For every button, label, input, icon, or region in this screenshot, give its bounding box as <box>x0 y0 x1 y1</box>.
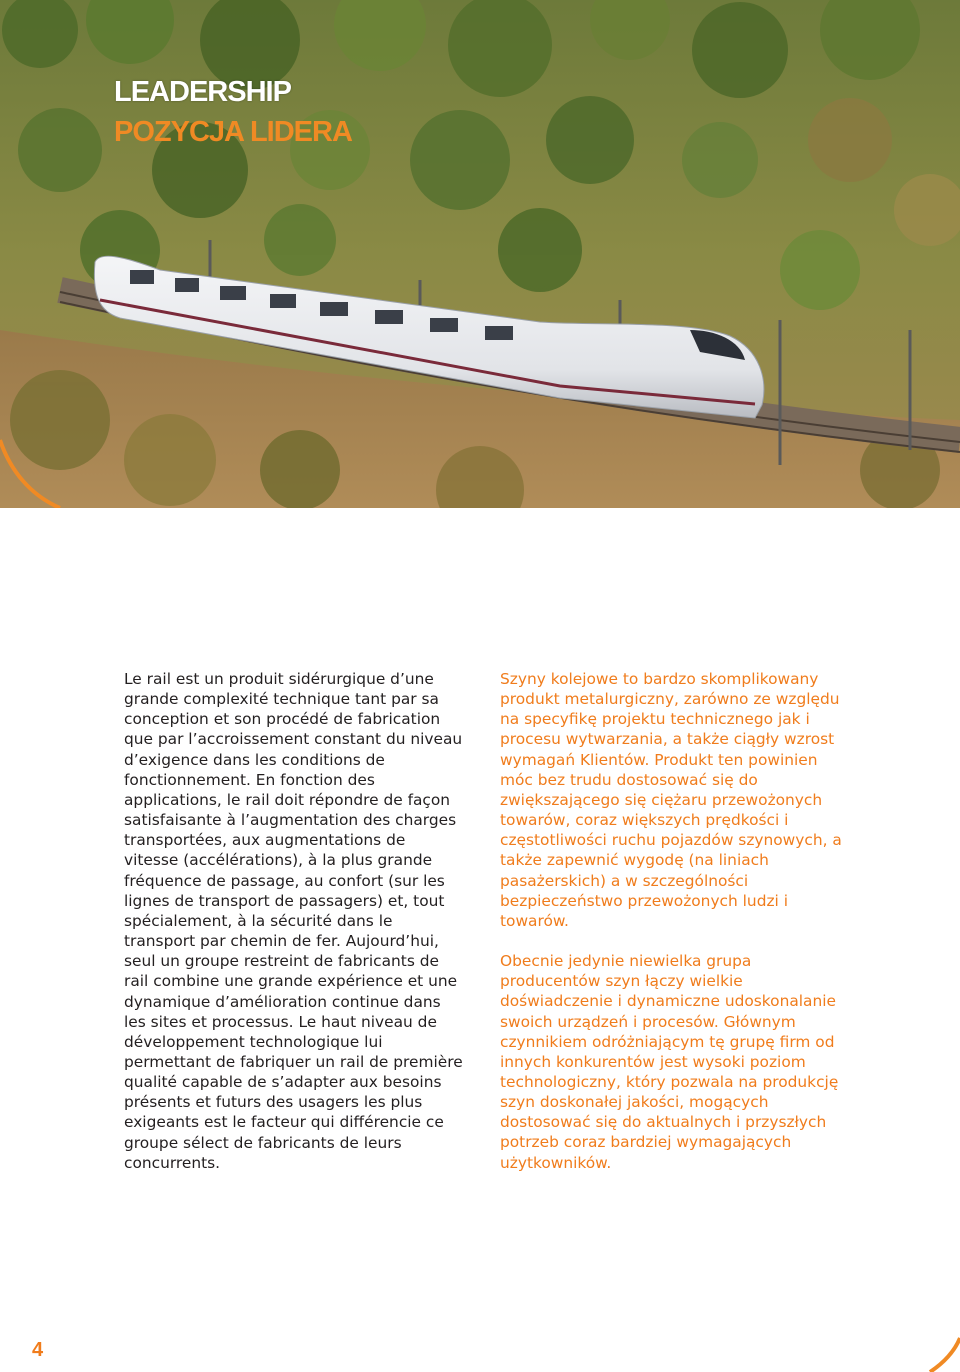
french-paragraph: Le rail est un produit sidérurgique d’une grande complexité technique tant par sa conception et son procédé de fabrication que par l’accroissement constant du niveau d’exigence dans les conditions de fonctionnement. En fonction des applications, le rail doit répondre de façon satisfaisante à l’augmentation des charges transportées, aux augmentations de vitesse (accélérations), à la plus grande fréquence de passage, au confort (sur les lignes de transport de passagers) et, tout spécialement, à la sécurité dans le transport par chemin de fer. Aujourd’hui, seul un groupe restreint de fabricants de rail combine une grande expérience et une dynamique d’amélioration continue dans les sites et processus. Le haut niveau de développement technologique lui permettant de fabriquer un rail de première qualité capable de s’adapter aux besoins présents et futurs des usagers les plus exigeants est le facteur qui différencie ce groupe sélect de fabricants de leurs concurrents. <box>124 670 463 1172</box>
polish-paragraph-1: Szyny kolejowe to bardzo skomplikowany produkt metalurgiczny, zarówno ze względu na specyfikę projektu technicznego jak i procesu wytwarzania, a także ciągły wzrost wymagań Klientów. Produkt ten powinien móc bez trudu dostosować się do zwiększającego się ciężaru przewożonych towarów, coraz większych prędkości i częstotliwości ruchu pojazdów szynowych, a także zapewnić wygodę (na liniach pasażerskich) a w szczególności bezpieczeństwo przewożonych ludzi i towarów. <box>500 670 842 930</box>
polish-paragraph-2: Obecnie jedynie niewielka grupa producentów szyn łączy wielkie doświadczenie i dynamiczne udoskonalanie swoich urządzeń i procesów. Głównym czynnikiem odróżniającym tę grupę firm od innych konkurentów jest wysoki poziom technologiczny, który pozwala na produkcję szyn doskonałej jakości, mogących dostosować się do aktualnych i przyszłych potrzeb coraz bardziej wymagających użytkowników. <box>500 952 839 1172</box>
title-english: LEADERSHIP <box>114 76 291 108</box>
title-polish: POZYCJA LIDERA <box>114 116 352 148</box>
page-titles <box>114 72 352 152</box>
french-column <box>124 669 464 1173</box>
polish-column <box>500 669 850 1173</box>
page-number: 4 <box>32 1339 44 1361</box>
